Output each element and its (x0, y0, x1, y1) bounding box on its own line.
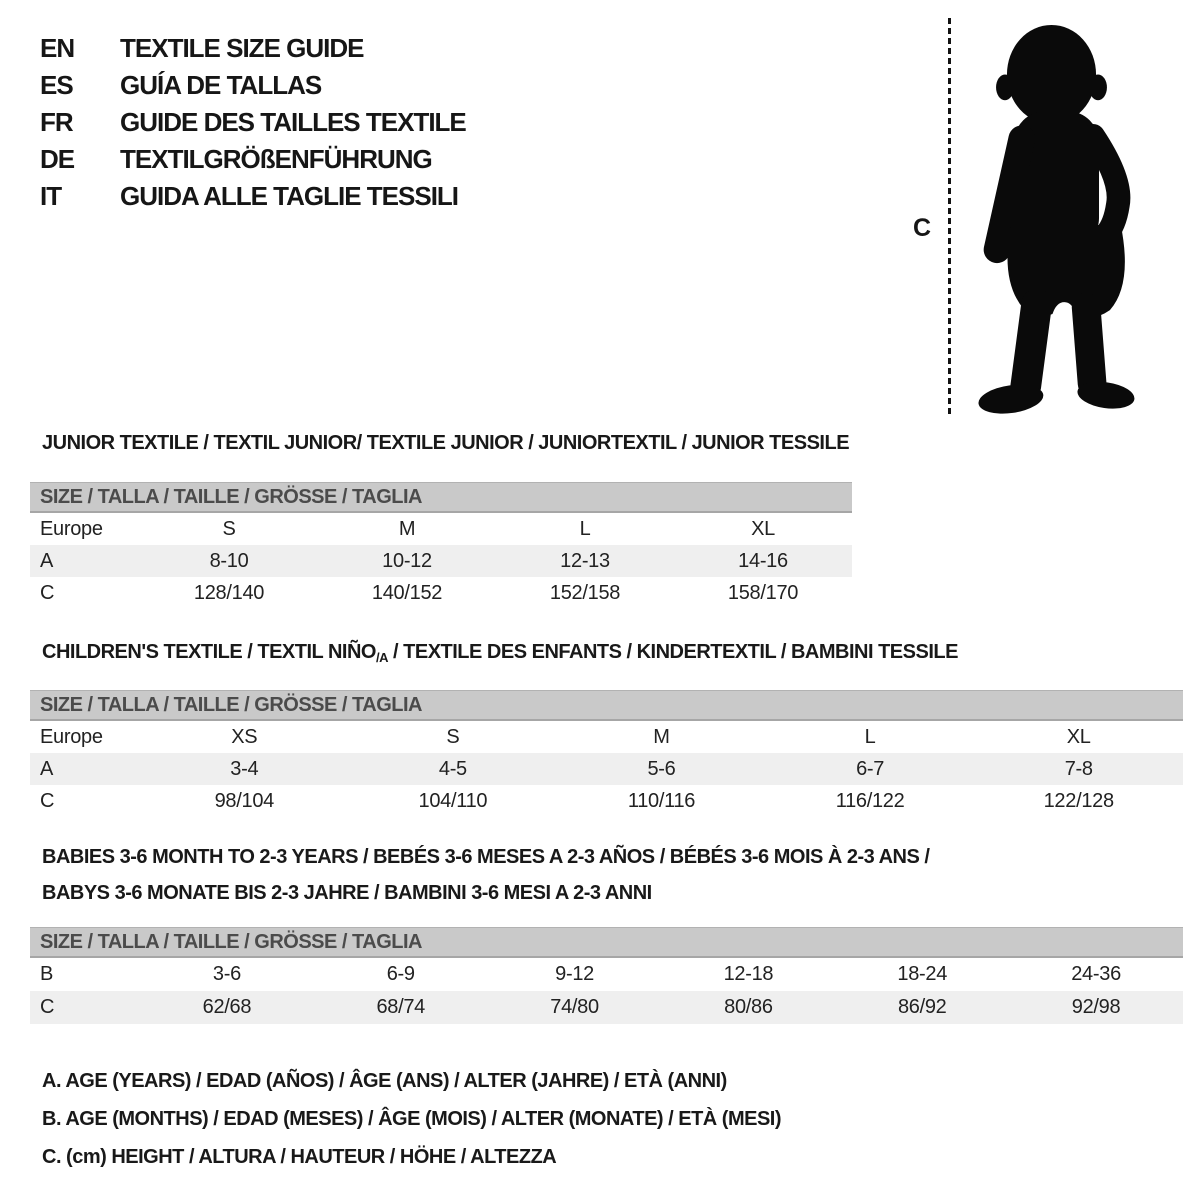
babies-height-row (30, 991, 1183, 1024)
children-title-subscript: /A (375, 650, 388, 665)
table-cell: 12-13 (560, 549, 610, 572)
junior-age-row (30, 545, 852, 577)
table-cell: S (446, 725, 460, 748)
table-cell: A (40, 549, 54, 572)
junior-section-title: JUNIOR TEXTILE / TEXTIL JUNIOR/ TEXTILE JUNIOR / JUNIORTEXTIL / JUNIOR TESSILE (42, 432, 850, 454)
table-cell: C (40, 996, 55, 1018)
table-cell: A (40, 757, 54, 780)
children-title-post: / TEXTILE DES ENFANTS / KINDERTEXTIL / BAMBINI TESSILE (387, 641, 958, 663)
table-cell: Europe (40, 725, 103, 748)
language-code: ES (40, 70, 73, 100)
children-section-title (42, 641, 958, 665)
table-cell: L (864, 725, 876, 748)
table-cell: 6-9 (386, 963, 415, 985)
children-age-row (30, 753, 1183, 785)
guide-title-de: TEXTILGRÖßENFÜHRUNG (120, 144, 432, 174)
table-cell: 10-12 (382, 549, 432, 572)
table-cell: M (653, 725, 670, 748)
table-cell: 3-4 (230, 757, 259, 780)
table-cell: 104/110 (418, 789, 488, 812)
language-code: EN (40, 33, 75, 63)
table-cell: M (398, 517, 416, 540)
table-cell: 5-6 (647, 757, 676, 780)
guide-title-en: TEXTILE SIZE GUIDE (120, 33, 364, 63)
table-cell: 24-36 (1071, 963, 1121, 985)
table-cell: 9-12 (555, 963, 594, 985)
junior-sizes-row (30, 513, 852, 545)
table-cell: 4-5 (438, 757, 467, 780)
table-cell: 140/152 (371, 581, 443, 604)
language-title-list (40, 30, 466, 215)
table-cell: XL (1066, 725, 1091, 748)
guide-title-es: GUÍA DE TALLAS (120, 70, 322, 100)
language-code: FR (40, 107, 73, 137)
table-cell: 122/128 (1043, 789, 1114, 812)
table-cell: 110/116 (627, 789, 696, 812)
table-cell: 14-16 (738, 549, 788, 572)
legend-height-cm: C. (cm) HEIGHT / ALTURA / HAUTEUR / HÖHE / ALTEZZA (42, 1146, 557, 1168)
table-cell: 6-7 (856, 757, 885, 780)
babies-size-header-bar: SIZE / TALLA / TAILLE / GRÖSSE / TAGLIA (30, 927, 1183, 958)
babies-section-title-line1: BABIES 3-6 MONTH TO 2-3 YEARS / BEBÉS 3-6 MESES A 2-3 AÑOS / BÉBÉS 3-6 MOIS À 2-3 ANS / (42, 846, 930, 868)
table-cell: 152/158 (549, 581, 621, 604)
junior-size-header-bar: SIZE / TALLA / TAILLE / GRÖSSE / TAGLIA (30, 482, 852, 513)
language-row-en (40, 30, 466, 67)
children-sizes-row (30, 721, 1183, 753)
table-cell: 18-24 (897, 963, 948, 985)
table-cell: C (40, 789, 55, 812)
table-cell: Europe (40, 517, 103, 540)
children-size-header-bar: SIZE / TALLA / TAILLE / GRÖSSE / TAGLIA (30, 690, 1183, 721)
children-height-row (30, 785, 1183, 817)
table-cell: 3-6 (212, 963, 241, 985)
babies-section-title-line2: BABYS 3-6 MONATE BIS 2-3 JAHRE / BAMBINI 3-6 MESI A 2-3 ANNI (42, 882, 652, 904)
table-cell: 74/80 (550, 996, 599, 1018)
toddler-silhouette-icon (963, 22, 1139, 418)
height-measure-dashed-line (948, 18, 951, 417)
table-cell: XL (751, 517, 775, 540)
language-row-fr (40, 104, 466, 141)
language-row-de (40, 141, 466, 178)
table-cell: 86/92 (897, 996, 947, 1018)
language-row-es (40, 67, 466, 104)
junior-height-row (30, 577, 852, 609)
babies-age-row (30, 958, 1183, 991)
table-cell: S (222, 517, 236, 540)
table-cell: 62/68 (202, 996, 252, 1018)
table-cell: 116/122 (835, 789, 905, 812)
table-cell: B (40, 963, 54, 985)
language-code: IT (40, 181, 62, 211)
table-cell: 12-18 (723, 963, 774, 985)
children-title-pre: CHILDREN'S TEXTILE / TEXTIL NIÑO (42, 641, 376, 663)
table-cell: L (579, 517, 591, 540)
table-cell: 98/104 (214, 789, 274, 812)
language-row-it (40, 178, 466, 215)
table-cell: 7-8 (1064, 757, 1093, 780)
language-code: DE (40, 144, 75, 174)
table-cell: 80/86 (724, 996, 773, 1018)
table-cell: 92/98 (1071, 996, 1121, 1018)
table-cell: 8-10 (209, 549, 249, 572)
table-cell: 158/170 (727, 581, 799, 604)
table-cell: C (40, 581, 55, 604)
guide-title-it: GUIDA ALLE TAGLIE TESSILI (120, 181, 459, 211)
table-cell: 68/74 (376, 996, 426, 1018)
legend-age-months: B. AGE (MONTHS) / EDAD (MESES) / ÂGE (MOIS) / ALTER (MONATE) / ETÀ (MESI) (42, 1108, 782, 1130)
table-cell: XS (231, 725, 258, 748)
table-cell: 128/140 (193, 581, 265, 604)
height-measure-label: C (912, 214, 932, 242)
legend-age-years: A. AGE (YEARS) / EDAD (AÑOS) / ÂGE (ANS) / ALTER (JAHRE) / ETÀ (ANNI) (42, 1070, 727, 1092)
guide-title-fr: GUIDE DES TAILLES TEXTILE (120, 107, 466, 137)
